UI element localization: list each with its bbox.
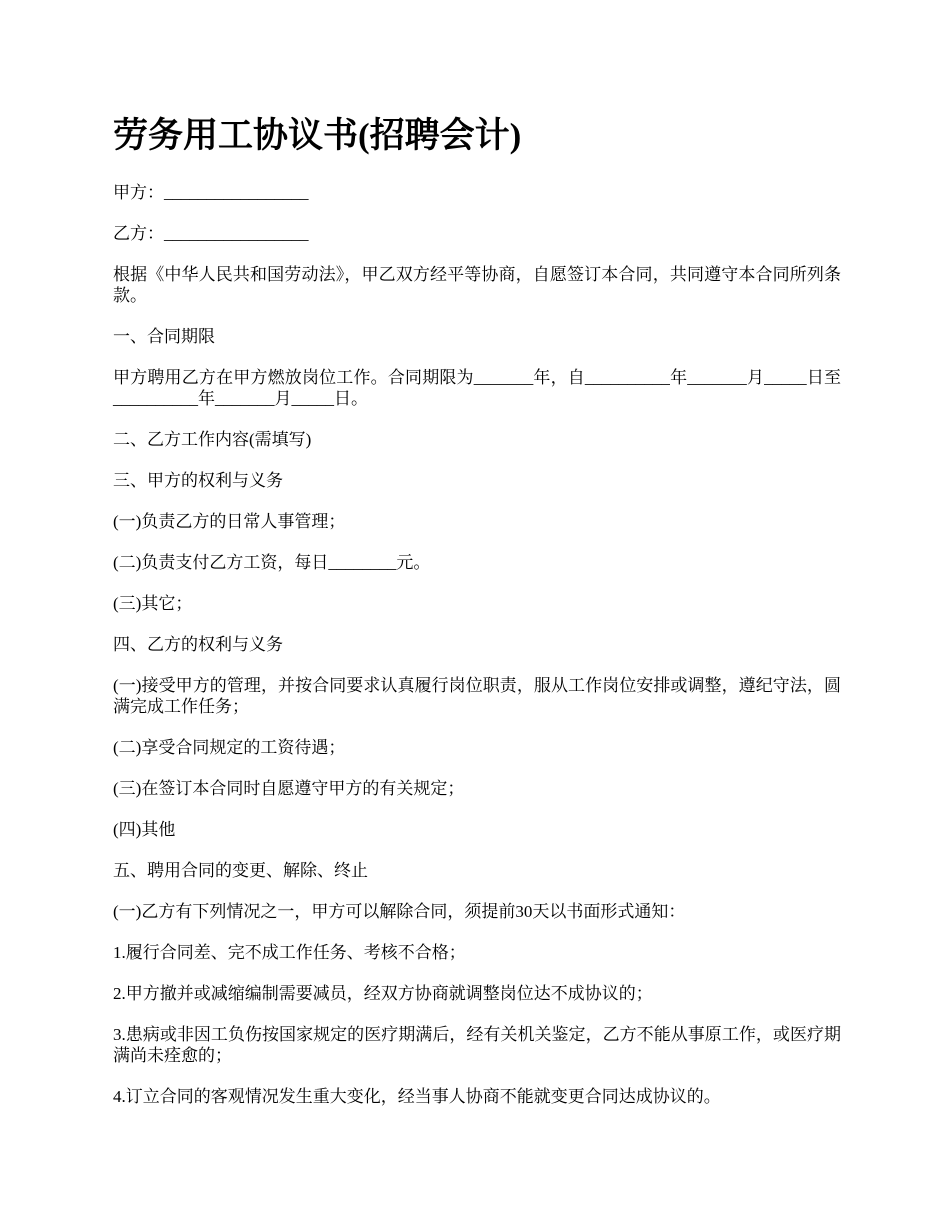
- party-a-clause-1: (一)负责乙方的日常人事管理；: [113, 512, 346, 531]
- termination-clause-intro: (一)乙方有下列情况之一，甲方可以解除合同，须提前30天以书面形式通知：: [113, 902, 686, 921]
- section-2-heading: 二、乙方工作内容(需填写): [113, 430, 312, 449]
- document-page: [113, 108, 841, 1127]
- document-title: 劳务用工协议书(招聘会计): [113, 116, 522, 155]
- party-a-clause-3: (三)其它；: [113, 594, 193, 613]
- section-1-heading: 一、合同期限: [113, 327, 215, 346]
- section-4-heading: 四、乙方的权利与义务: [113, 635, 283, 654]
- preamble-paragraph: 根据《中华人民共和国劳动法》，甲乙双方经平等协商，自愿签订本合同，共同遵守本合同所列条款。: [113, 265, 841, 305]
- section-3-heading: 三、甲方的权利与义务: [113, 471, 283, 490]
- termination-item-3: 3.患病或非因工负伤按国家规定的医疗期满后，经有关机关鉴定，乙方不能从事原工作，或医疗期满尚未痊愈的；: [113, 1025, 841, 1065]
- party-a-line: 甲方：_________________: [113, 183, 309, 202]
- party-a-clause-2: (二)负责支付乙方工资，每日________元。: [113, 553, 431, 572]
- party-b-line: 乙方：_________________: [113, 224, 309, 243]
- party-b-clause-4: (四)其他: [113, 820, 176, 839]
- termination-item-2: 2.甲方撤并或减缩编制需要减员，经双方协商就调整岗位达不成协议的；: [113, 984, 653, 1003]
- party-b-clause-3: (三)在签订本合同时自愿遵守甲方的有关规定；: [113, 779, 465, 798]
- contract-term-paragraph: 甲方聘用乙方在甲方燃放岗位工作。合同期限为_______年，自__________年_______月_____日至__________年_______月_____日。: [113, 368, 841, 408]
- party-b-clause-2: (二)享受合同规定的工资待遇；: [113, 738, 346, 757]
- termination-item-1: 1.履行合同差、完不成工作任务、考核不合格；: [113, 943, 466, 962]
- termination-item-4: 4.订立合同的客观情况发生重大变化，经当事人协商不能就变更合同达成协议的。: [113, 1087, 721, 1106]
- party-b-clause-1: (一)接受甲方的管理，并按合同要求认真履行岗位职责，服从工作岗位安排或调整，遵纪守法，圆满完成工作任务；: [113, 676, 841, 716]
- section-5-heading: 五、聘用合同的变更、解除、终止: [113, 861, 368, 880]
